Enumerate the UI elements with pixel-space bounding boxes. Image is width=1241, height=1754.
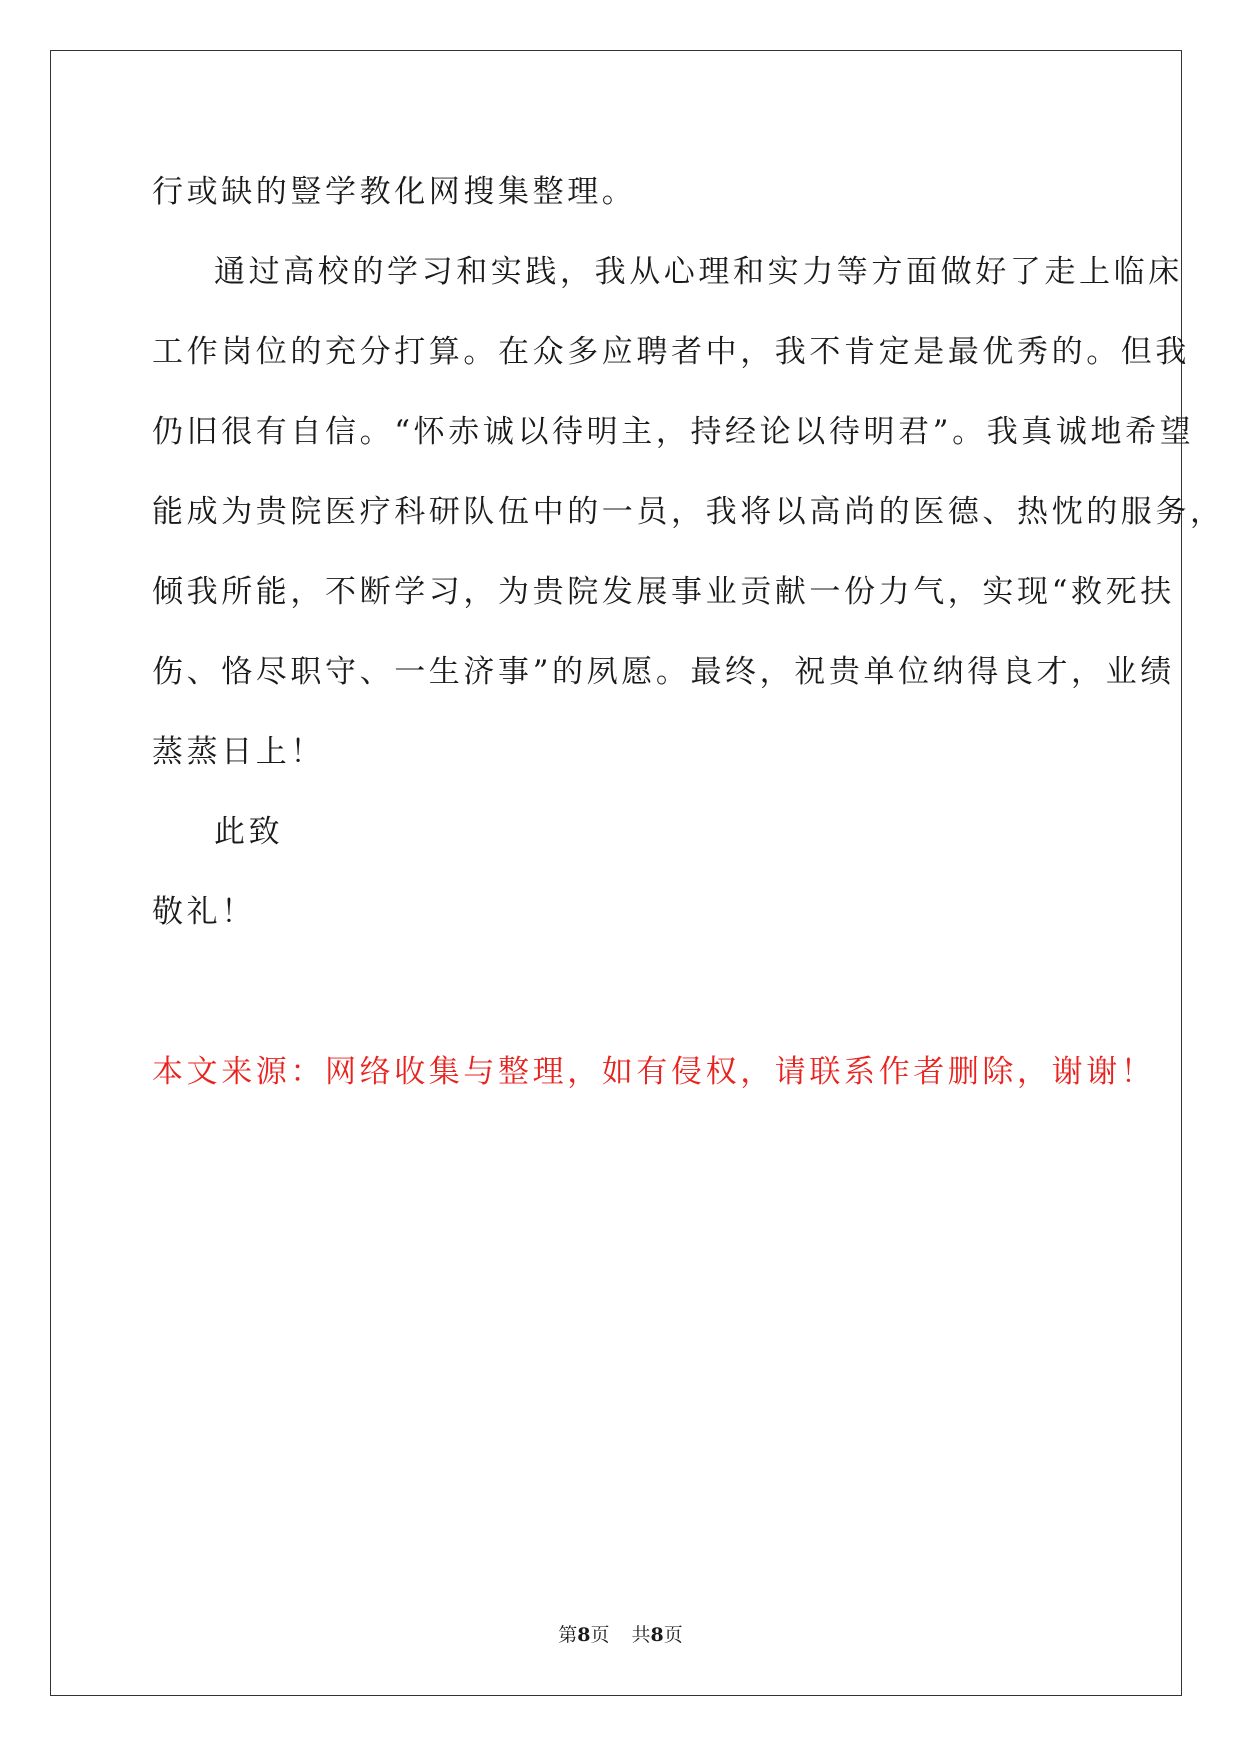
salutation-jingli: 敬礼！: [152, 894, 256, 930]
body-line-2: 通过高校的学习和实践，我从心理和实力等方面做好了走上临床: [214, 254, 1183, 290]
page-prefix: 第: [558, 1624, 578, 1646]
source-note: 本文来源：网络收集与整理，如有侵权，请联系作者删除，谢谢！: [152, 1054, 1156, 1090]
salutation-cizhi: 此致: [214, 814, 284, 850]
body-line-7: 伤、恪尽职守、一生济事”的夙愿。最终，祝贵单位纳得良才，业绩: [152, 654, 1175, 690]
page-total: 8: [650, 1624, 664, 1646]
page-border: [50, 50, 1182, 1696]
total-suffix: 页: [663, 1624, 683, 1646]
body-line-1: 行或缺的豎学教化网搜集整理。: [152, 174, 637, 210]
body-line-8: 蒸蒸日上！: [152, 734, 325, 770]
body-line-4: 仍旧很有自信。“怀赤诚以待明主，持经论以待明君”。我真诚地希望: [152, 414, 1195, 450]
page-current: 8: [577, 1624, 591, 1646]
page-suffix: 页: [590, 1624, 610, 1646]
total-prefix: 共: [631, 1624, 651, 1646]
body-line-3: 工作岗位的充分打算。在众多应聘者中，我不肯定是最优秀的。但我: [152, 334, 1190, 370]
page-footer: [0, 1623, 1241, 1647]
body-line-5: 能成为贵院医疗科研队伍中的一员，我将以高尚的医德、热忱的服务，: [152, 494, 1225, 530]
body-line-6: 倾我所能，不断学习，为贵院发展事业贡献一份力气，实现“救死扶: [152, 574, 1175, 610]
